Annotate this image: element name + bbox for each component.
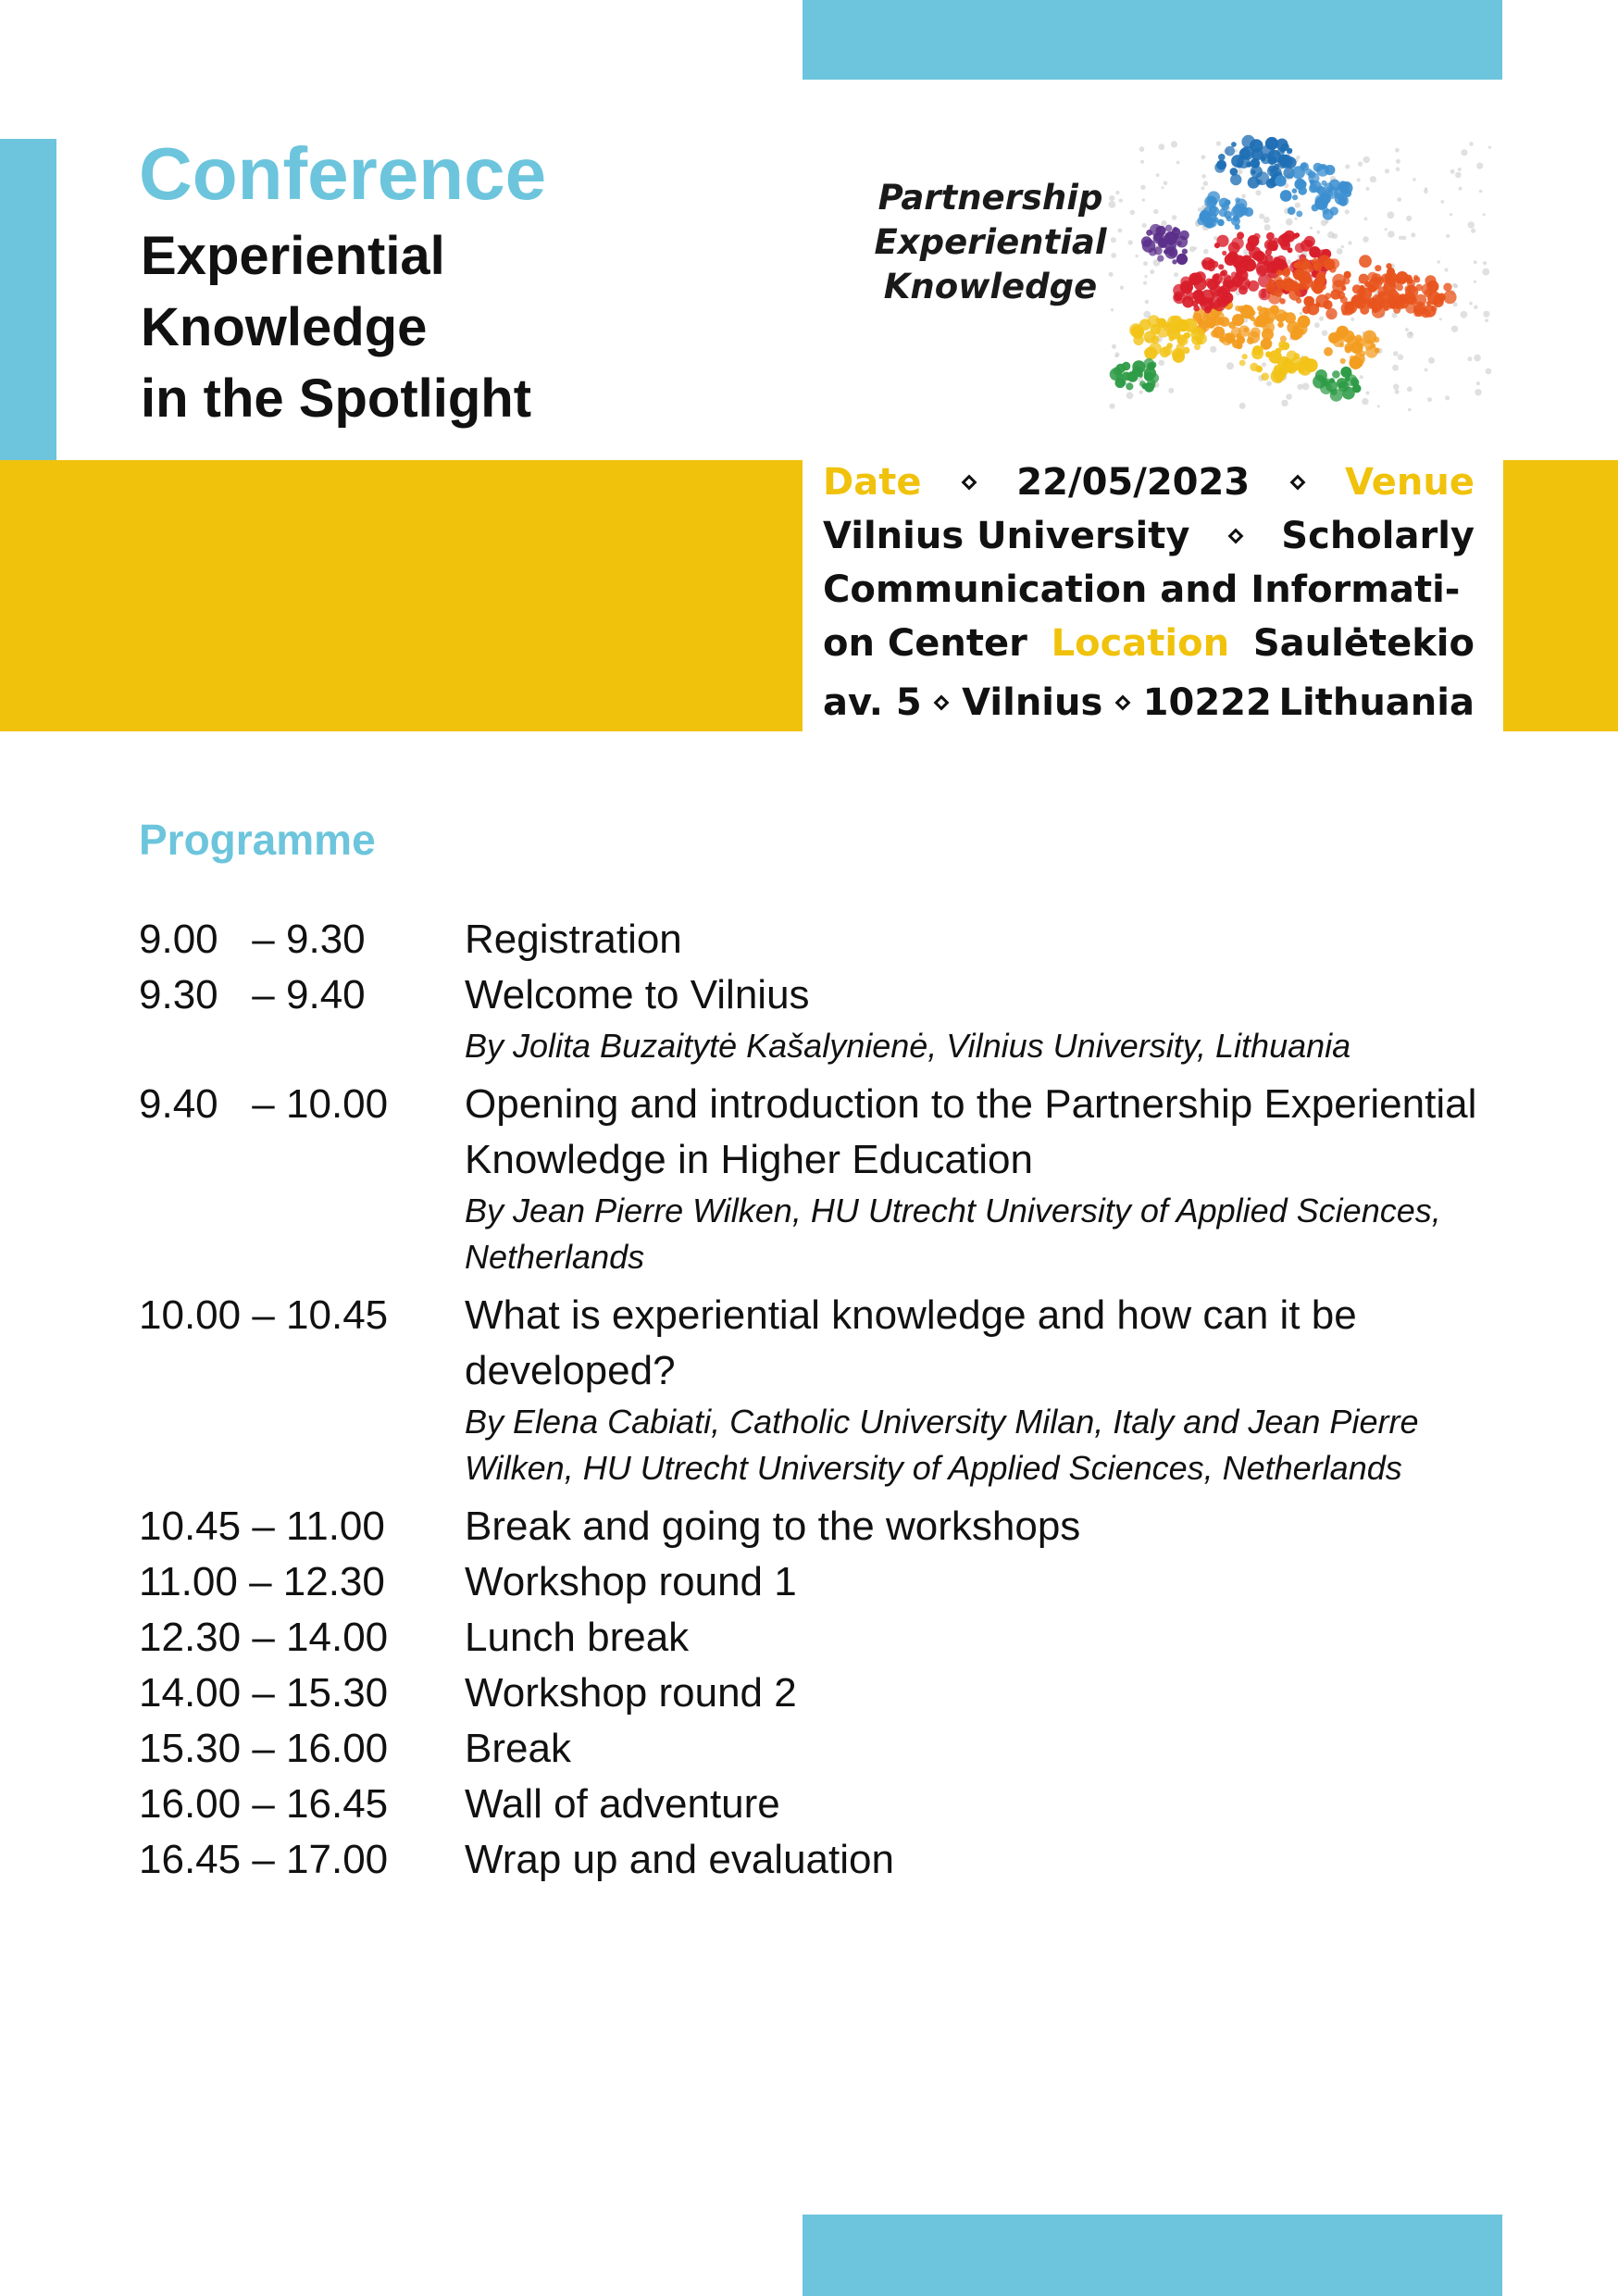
schedule-content bbox=[465, 1499, 1500, 1554]
schedule-row bbox=[139, 1832, 1500, 1888]
schedule-time: 15.30 – 16.00 bbox=[139, 1726, 389, 1771]
schedule-time: 10.00 – 10.45 bbox=[139, 1292, 389, 1338]
diamond-icon bbox=[1227, 529, 1243, 544]
title-line: Experiential bbox=[141, 226, 445, 286]
schedule-time: 16.00 – 16.45 bbox=[139, 1781, 389, 1827]
street-name: Saulėtekio bbox=[1252, 622, 1475, 665]
schedule-title: Break and going to the workshops bbox=[465, 1504, 1081, 1549]
country: Lithuania bbox=[1278, 681, 1475, 724]
schedule-title: Workshop round 2 bbox=[465, 1670, 797, 1716]
schedule-content bbox=[465, 1666, 1500, 1721]
schedule-content bbox=[465, 1077, 1500, 1288]
schedule-speaker: By Jolita Buzaitytė Kašalynienė, Vilnius University, Lithuania bbox=[465, 1027, 1351, 1065]
venue-name-cont: Scholarly bbox=[1281, 515, 1475, 557]
schedule-time: 9.40 – 10.00 bbox=[139, 1081, 389, 1127]
programme-heading: Programme bbox=[139, 816, 376, 864]
top-accent-bar bbox=[803, 0, 1502, 80]
yellow-band-left bbox=[0, 460, 803, 731]
schedule-row bbox=[139, 1554, 1500, 1610]
programme-schedule bbox=[139, 912, 1500, 1888]
venue-line: Communication and Informati- bbox=[823, 568, 1461, 611]
yellow-band-right bbox=[1503, 460, 1618, 731]
schedule-row bbox=[139, 1499, 1500, 1554]
venue-name: Vilnius University bbox=[823, 515, 1190, 557]
schedule-title: What is experiential knowledge and how can it be developed? bbox=[465, 1292, 1357, 1393]
schedule-content bbox=[465, 1832, 1500, 1888]
schedule-content bbox=[465, 1777, 1500, 1832]
schedule-content bbox=[465, 1288, 1500, 1499]
schedule-time: 10.45 – 11.00 bbox=[139, 1504, 385, 1549]
schedule-title: Break bbox=[465, 1726, 571, 1771]
schedule-content bbox=[465, 1610, 1500, 1666]
conference-label: Conference bbox=[139, 132, 547, 215]
left-accent-bar bbox=[0, 139, 56, 460]
diamond-icon bbox=[961, 475, 977, 491]
logo-line: Knowledge bbox=[883, 267, 1098, 306]
schedule-row bbox=[139, 1777, 1500, 1832]
schedule-title: Workshop round 1 bbox=[465, 1559, 797, 1604]
schedule-title: Wrap up and evaluation bbox=[465, 1837, 894, 1882]
schedule-row bbox=[139, 1610, 1500, 1666]
schedule-row bbox=[139, 912, 1500, 967]
schedule-time: 12.30 – 14.00 bbox=[139, 1615, 389, 1660]
schedule-content bbox=[465, 1554, 1500, 1610]
date-label: Date bbox=[823, 461, 922, 504]
city: Vilnius bbox=[962, 681, 1103, 724]
schedule-title: Wall of adventure bbox=[465, 1781, 780, 1827]
title-line: in the Spotlight bbox=[141, 368, 532, 429]
schedule-title: Opening and introduction to the Partnership Experiential Knowledge in Higher Education bbox=[465, 1081, 1477, 1182]
schedule-time: 9.30 – 9.40 bbox=[139, 972, 366, 1017]
conference-title bbox=[141, 220, 531, 434]
schedule-speaker: By Elena Cabiati, Catholic University Milan, Italy and Jean Pierre Wilken, HU Utrecht University of Applied Sciences, Netherlands bbox=[465, 1403, 1419, 1487]
schedule-time: 9.00 – 9.30 bbox=[139, 917, 366, 962]
schedule-content bbox=[465, 912, 1500, 967]
schedule-title: Welcome to Vilnius bbox=[465, 972, 810, 1017]
bottom-accent-bar bbox=[803, 2215, 1502, 2296]
logo-wordmark bbox=[838, 176, 1143, 309]
event-info bbox=[823, 455, 1475, 730]
venue-line-end: on Center bbox=[823, 622, 1027, 665]
logo-line: Experiential bbox=[874, 222, 1107, 262]
venue-label: Venue bbox=[1345, 461, 1475, 504]
title-line: Knowledge bbox=[141, 297, 428, 357]
schedule-row bbox=[139, 967, 1500, 1077]
schedule-time: 14.00 – 15.30 bbox=[139, 1670, 389, 1716]
schedule-content bbox=[465, 967, 1500, 1077]
schedule-time: 16.45 – 17.00 bbox=[139, 1837, 389, 1882]
diamond-icon bbox=[934, 695, 950, 711]
schedule-content bbox=[465, 1721, 1500, 1777]
logo-line: Partnership bbox=[877, 178, 1103, 218]
diamond-icon bbox=[1289, 475, 1305, 491]
schedule-row bbox=[139, 1666, 1500, 1721]
schedule-row bbox=[139, 1077, 1500, 1288]
street-number: av. 5 bbox=[823, 681, 922, 724]
date-value: 22/05/2023 bbox=[1016, 461, 1251, 504]
postal-code: 10222 bbox=[1142, 681, 1272, 724]
schedule-row bbox=[139, 1288, 1500, 1499]
location-label: Location bbox=[1051, 622, 1230, 665]
schedule-title: Registration bbox=[465, 917, 682, 962]
schedule-speaker: By Jean Pierre Wilken, HU Utrecht University of Applied Sciences, Netherlands bbox=[465, 1192, 1441, 1276]
schedule-time: 11.00 – 12.30 bbox=[139, 1559, 385, 1604]
diamond-icon bbox=[1114, 695, 1130, 711]
schedule-row bbox=[139, 1721, 1500, 1777]
schedule-title: Lunch break bbox=[465, 1615, 690, 1660]
